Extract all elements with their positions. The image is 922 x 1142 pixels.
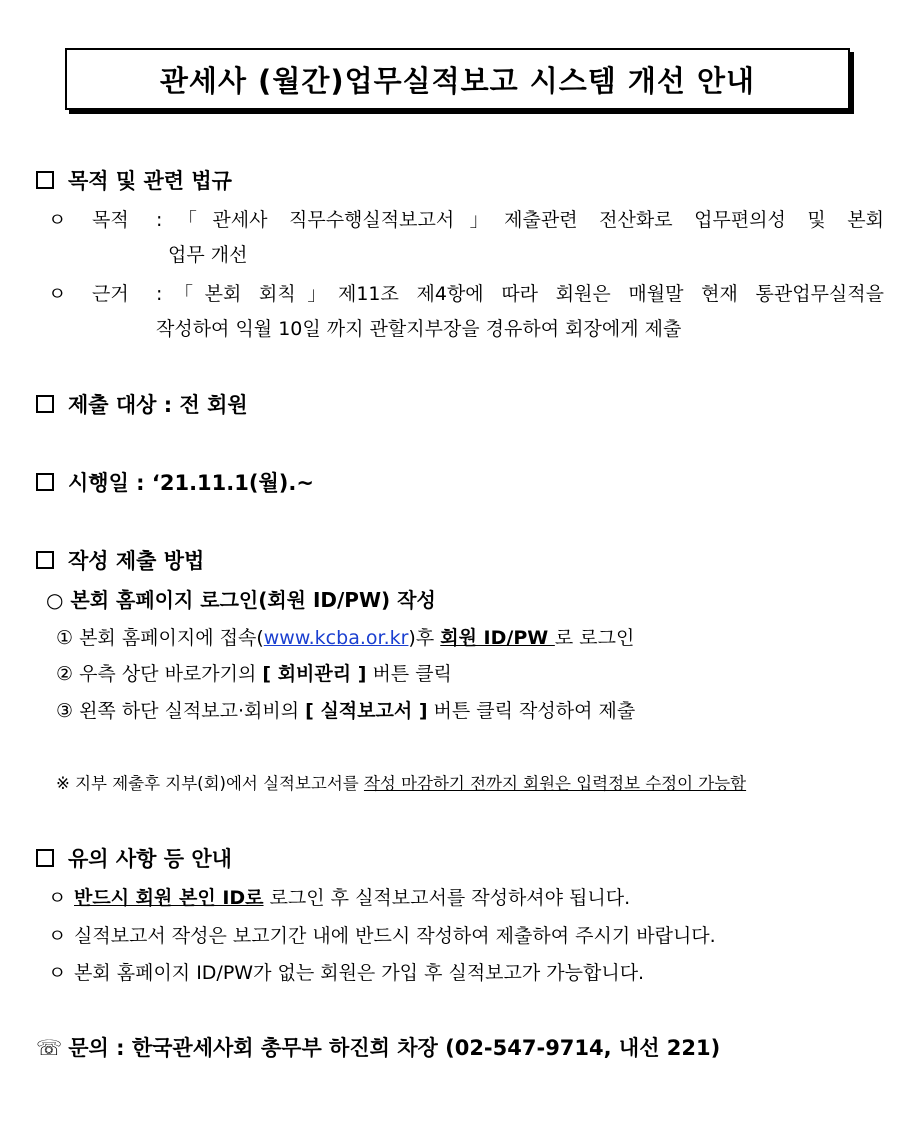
section-notice-heading: 유의 사항 등 안내	[36, 846, 232, 872]
notice-item-1: ㅇ 반드시 회원 본인 ID로 로그인 후 실적보고서를 작성하셔야 됩니다.	[48, 887, 631, 909]
purpose-text-line1: :「관세사 직무수행실적보고서」제출관련 전산화로 업무편의성 및 본회	[156, 209, 884, 231]
checkbox-square-icon	[36, 551, 54, 569]
purpose-row: ㅇ 목적	[48, 207, 162, 233]
section-method-heading: 작성 제출 방법	[36, 548, 204, 574]
method-note: ※ 지부 제출후 지부(회)에서 실적보고서를 작성 마감하기 전까지 회원은 입력정보 수정이 가능함	[56, 774, 747, 793]
notice-item-3: ㅇ 본회 홈페이지 ID/PW가 없는 회원은 가입 후 실적보고가 가능합니다.	[48, 962, 645, 984]
checkbox-square-icon	[36, 473, 54, 491]
method-subheading: ○ 본회 홈페이지 로그인(회원 ID/PW) 작성	[46, 588, 436, 612]
contact-line: ☏ 문의 : 한국관세사회 총무부 하진희 차장 (02-547-9714, 내선 221)	[36, 1036, 721, 1060]
basis-label: 근거	[92, 283, 129, 305]
step-2: ② 우측 상단 바로가기의 [ 회비관리 ] 버튼 클릭	[56, 663, 452, 685]
title-box	[65, 48, 850, 110]
step-3: ③ 왼쪽 하단 실적보고·회비의 [ 실적보고서 ] 버튼 클릭 작성하여 제출	[56, 700, 636, 722]
checkbox-square-icon	[36, 171, 54, 189]
homepage-link[interactable]: www.kcba.or.kr	[263, 627, 409, 649]
checkbox-square-icon	[36, 395, 54, 413]
basis-text-line2: 작성하여 익월 10일 까지 관할지부장을 경유하여 회장에게 제출	[156, 318, 682, 340]
page-title: 관세사 (월간)업무실적보고 시스템 개선 안내	[159, 63, 756, 98]
basis-row: ㅇ 근거	[48, 281, 162, 307]
basis-text-line1: :「본회 회칙」제11조 제4항에 따라 회원은 매월말 현재 통관업무실적을	[156, 283, 884, 305]
checkbox-square-icon	[36, 849, 54, 867]
purpose-label: 목적	[92, 209, 129, 231]
section-date-heading: 시행일 : ‘21.11.1(월).~	[36, 470, 314, 496]
notice-item-2: ㅇ 실적보고서 작성은 보고기간 내에 반드시 작성하여 제출하여 주시기 바랍니다.	[48, 925, 716, 947]
section-target-heading: 제출 대상 : 전 회원	[36, 392, 248, 418]
section-purpose-heading: 목적 및 관련 법규	[36, 168, 232, 194]
purpose-text-line2: 업무 개선	[168, 244, 248, 266]
step-1: ① 본회 홈페이지에 접속(www.kcba.or.kr)후 회원 ID/PW 로 로그인	[56, 627, 635, 649]
phone-icon: ☏	[36, 1036, 63, 1060]
